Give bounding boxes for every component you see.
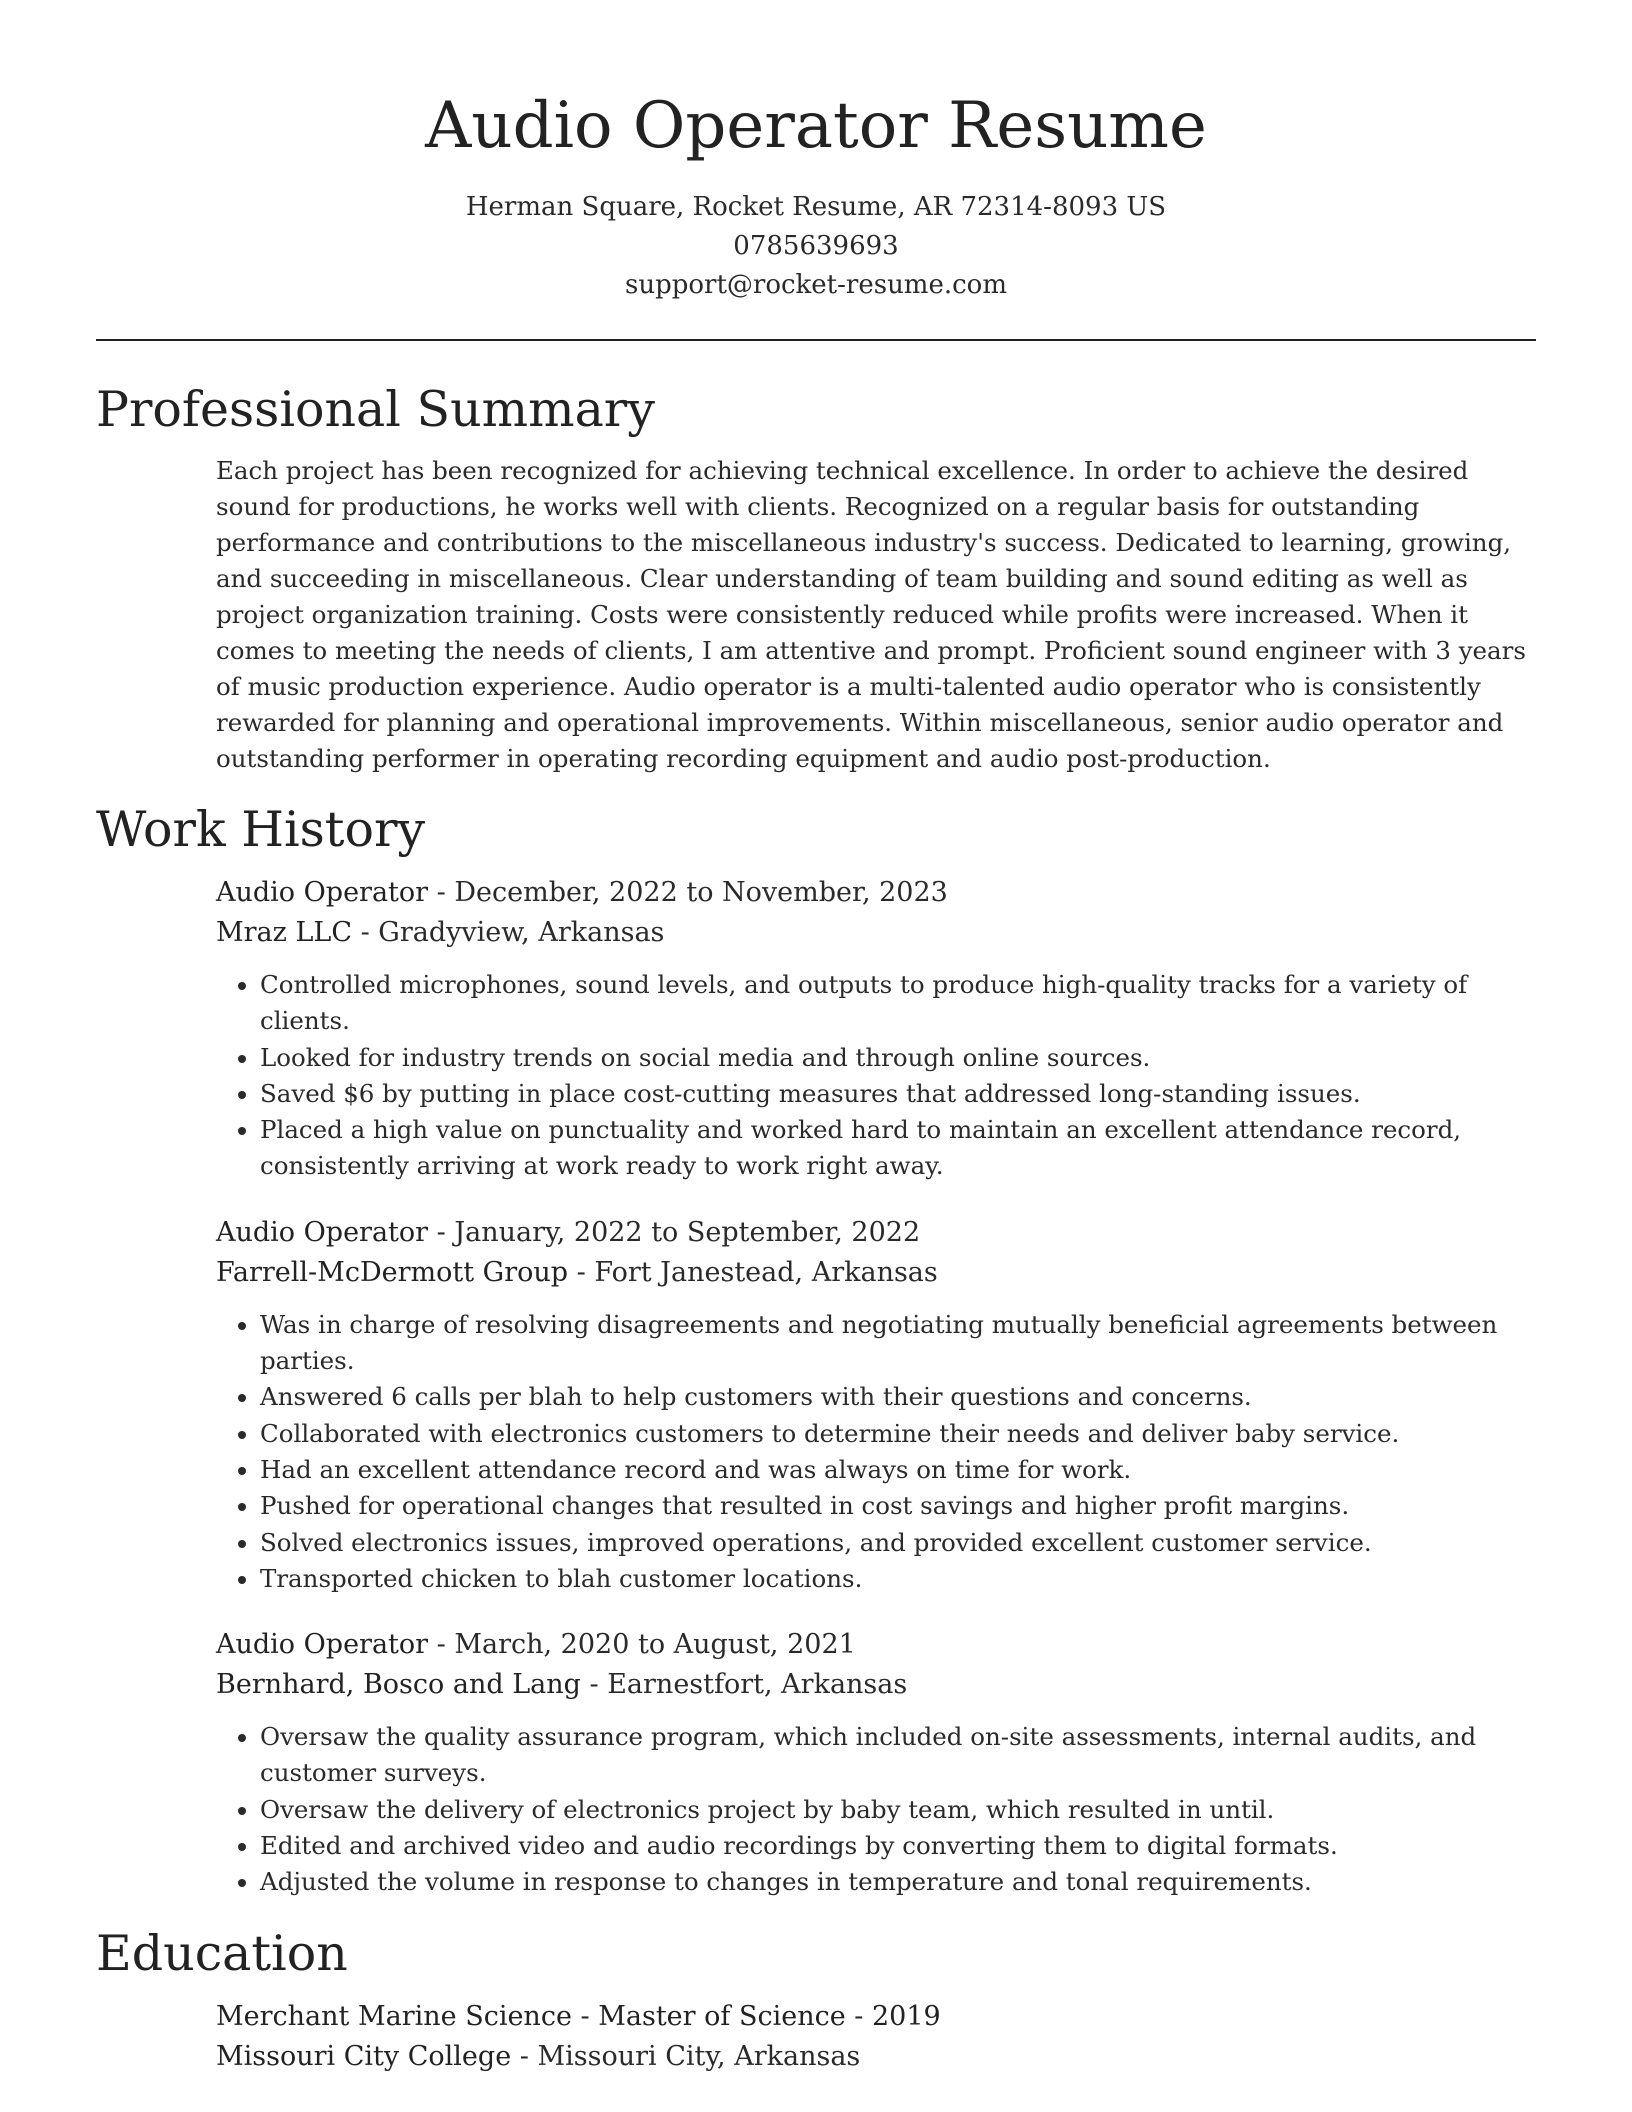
separator: -	[351, 917, 379, 948]
separator: -	[511, 2040, 538, 2072]
contact-phone: 0785639693	[733, 231, 899, 261]
separator: -	[428, 1629, 455, 1661]
summary-section	[96, 379, 1536, 777]
job-bullet: • Oversaw the quality assurance program, which included on-site assessments, internal audits, and customer surveys.	[260, 1719, 1536, 1792]
job-bullet: • Was in charge of resolving disagreements and negotiating mutually beneficial agreements between parties.	[260, 1307, 1536, 1380]
job-title-line	[216, 1625, 1536, 1665]
job-entry	[216, 1625, 1536, 1900]
header-divider	[96, 339, 1536, 341]
job-bullet: • Had an excellent attendance record and was always on time for work.	[260, 1452, 1536, 1488]
job-location: Gradyview, Arkansas	[378, 917, 665, 948]
education-school-line	[216, 2037, 1536, 2077]
separator: -	[580, 1669, 608, 1701]
education-heading: Education	[96, 1924, 348, 1982]
job-bullets	[216, 1719, 1536, 1900]
education-field: Merchant Marine Science	[216, 2000, 572, 2032]
education-section	[96, 1923, 1536, 2077]
job-bullet: • Solved electronics issues, improved operations, and provided excellent customer service.	[260, 1525, 1536, 1561]
job-bullet: • Controlled microphones, sound levels, and outputs to produce high-quality tracks for a variety of clients.	[260, 967, 1536, 1040]
education-degree: Master of Science	[598, 2000, 846, 2032]
separator: -	[571, 2000, 599, 2032]
job-company-line	[216, 1253, 1536, 1293]
job-company-line	[216, 1665, 1536, 1705]
job-title: Audio Operator	[216, 1216, 429, 1248]
job-title: Audio Operator	[216, 877, 429, 908]
education-school: Missouri City College	[216, 2040, 512, 2072]
job-dates: March, 2020 to August, 2021	[454, 1629, 856, 1661]
education-location: Missouri City, Arkansas	[537, 2040, 861, 2072]
job-title: Audio Operator	[216, 1629, 429, 1661]
job-bullets	[216, 1307, 1536, 1597]
summary-heading: Professional Summary	[96, 381, 655, 438]
job-dates: December, 2022 to November, 2023	[454, 877, 948, 908]
job-bullet: • Placed a high value on punctuality and worked hard to maintain an excellent attendance record, consistently arriving at work ready to work right away.	[260, 1112, 1536, 1185]
separator: -	[428, 877, 455, 908]
education-entry	[216, 1997, 1536, 2077]
job-bullet: • Pushed for operational changes that resulted in cost savings and higher profit margins.	[260, 1488, 1536, 1524]
job-bullet: • Adjusted the volume in response to changes in temperature and tonal requirements.	[260, 1864, 1536, 1900]
job-company: Mraz LLC	[216, 917, 352, 948]
job-title-line	[216, 1213, 1536, 1253]
work-history-section	[96, 799, 1536, 1901]
job-bullet: • Answered 6 calls per blah to help customers with their questions and concerns.	[260, 1379, 1536, 1415]
summary-text: Each project has been recognized for achieving technical excellence. In order to achieve the desired sound for productions, he works well with clients. Recognized on a regular basis for outstanding performance and contributions to the miscellaneous industry's success. Dedicated to learning, growing, and succeeding in miscellaneous. Clear understanding of team building and sound editing as well as project organization training. Costs were consistently reduced while profits were increased. When it comes to meeting the needs of clients, I am attentive and prompt. Proficient sound engineer with 3 years of music production experience. Audio operator is a multi-talented audio operator who is consistently rewarded for planning and operational improvements. Within miscellaneous, senior audio operator and outstanding performer in operating recording equipment and audio post-production.	[216, 456, 1526, 773]
contact-block	[96, 188, 1536, 305]
separator: -	[568, 1256, 595, 1288]
job-dates: January, 2022 to September, 2022	[454, 1216, 921, 1248]
separator: -	[428, 1216, 455, 1248]
job-bullet: • Transported chicken to blah customer locations.	[260, 1561, 1536, 1597]
education-year: 2019	[872, 2000, 941, 2032]
contact-email: support@rocket-resume.com	[624, 270, 1007, 300]
job-title-line	[216, 873, 1536, 913]
job-bullets	[216, 967, 1536, 1185]
job-entry	[216, 1213, 1536, 1597]
job-entry	[216, 873, 1536, 1185]
resume-header	[96, 0, 1536, 305]
job-bullet: • Edited and archived video and audio recordings by converting them to digital formats.	[260, 1828, 1536, 1864]
job-location: Earnestfort, Arkansas	[607, 1669, 908, 1701]
job-bullet: • Looked for industry trends on social media and through online sources.	[260, 1040, 1536, 1076]
job-company: Farrell-McDermott Group	[216, 1256, 569, 1288]
job-bullet: • Saved $6 by putting in place cost-cutting measures that addressed long-standing issues.	[260, 1076, 1536, 1112]
work-history-heading: Work History	[96, 801, 426, 858]
job-bullet: • Oversaw the delivery of electronics project by baby team, which resulted in until.	[260, 1792, 1536, 1828]
separator: -	[845, 2000, 872, 2032]
contact-address: Herman Square, Rocket Resume, AR 72314-8093 US	[465, 192, 1167, 222]
job-location: Fort Janestead, Arkansas	[594, 1256, 938, 1288]
resume-title: Audio Operator Resume	[425, 89, 1207, 163]
job-company: Bernhard, Bosco and Lang	[216, 1669, 581, 1701]
job-company-line	[216, 913, 1536, 953]
education-degree-line	[216, 1997, 1536, 2037]
job-bullet: • Collaborated with electronics customers to determine their needs and deliver baby service.	[260, 1416, 1536, 1452]
